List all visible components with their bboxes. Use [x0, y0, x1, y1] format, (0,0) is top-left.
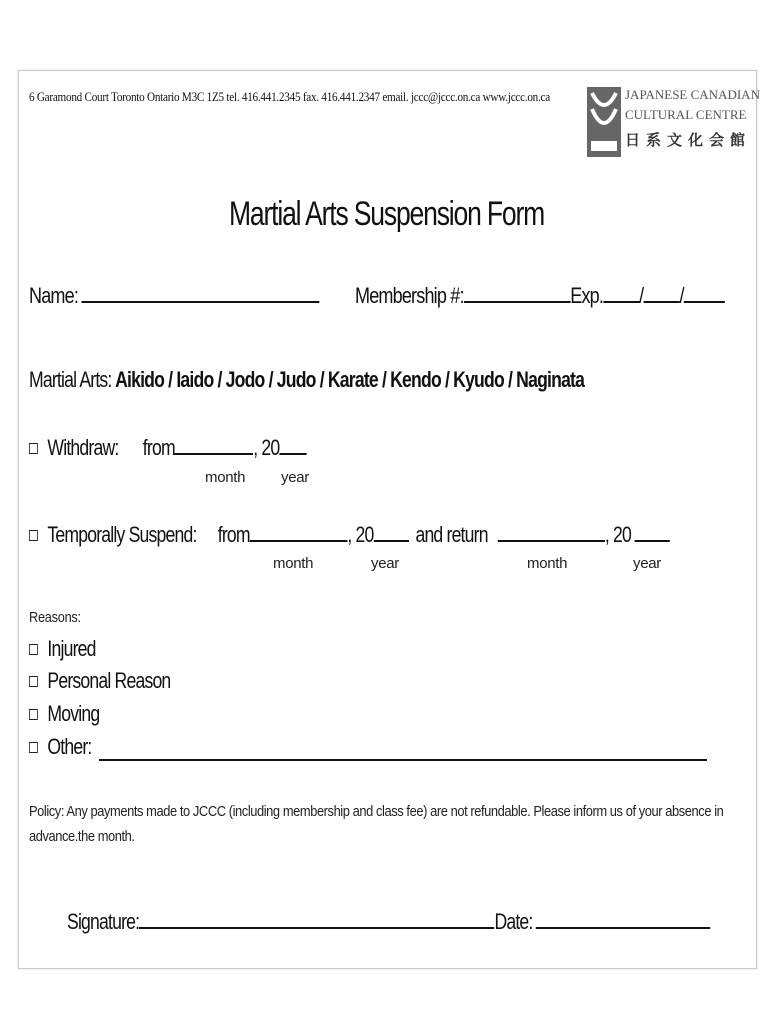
return-year-field[interactable]: [635, 522, 670, 542]
withdraw-year-prefix: , 20: [253, 435, 280, 460]
exp-month-field[interactable]: [603, 283, 639, 303]
reasons-heading: Reasons:: [29, 609, 81, 626]
name-field[interactable]: [82, 283, 320, 303]
name-row: [29, 283, 383, 309]
withdraw-year-caption: year: [281, 469, 309, 486]
jccc-logo: [587, 85, 760, 159]
exp-slash-2: /: [679, 283, 684, 308]
name-label: Name:: [29, 283, 79, 308]
reason-injured-checkbox[interactable]: [29, 644, 38, 655]
membership-label: Membership #:: [355, 283, 464, 308]
date-label: Date:: [494, 909, 533, 934]
suspend-checkbox[interactable]: [29, 530, 38, 541]
signature-label: Signature:: [67, 909, 140, 934]
and-return-label: and return: [415, 522, 488, 547]
suspend-month-caption: month: [273, 555, 314, 572]
withdraw-month-caption: month: [205, 469, 246, 486]
form-title: Martial Arts Suspension Form: [229, 195, 545, 233]
date-field[interactable]: [536, 909, 710, 929]
exp-year-field[interactable]: [684, 283, 725, 303]
reason-other: [29, 734, 107, 760]
suspend-from-month-field[interactable]: [250, 522, 348, 542]
reason-other-checkbox[interactable]: [29, 742, 38, 753]
reason-moving-checkbox[interactable]: [29, 709, 38, 720]
form-page: [18, 70, 760, 969]
withdraw-from-label: from: [142, 435, 175, 460]
reason-personal-checkbox[interactable]: [29, 676, 38, 687]
header-address: 6 Garamond Court Toronto Ontario M3C 1Z5 tel. 416.441.2345 fax. 416.441.2347 email. jccc@jccc.on.ca www.jccc.on.ca: [29, 89, 550, 104]
suspend-row: [29, 522, 770, 548]
reason-personal: [29, 668, 206, 694]
suspend-from-label: from: [217, 522, 250, 547]
signature-field[interactable]: [139, 909, 494, 929]
logo-text-line2: CULTURAL CENTRE: [625, 107, 747, 122]
return-month-field[interactable]: [498, 522, 605, 542]
withdraw-year-field[interactable]: [279, 435, 306, 455]
reason-injured: [29, 636, 112, 662]
suspend-from-year-field[interactable]: [373, 522, 408, 542]
martial-arts-row: [29, 367, 723, 393]
suspend-label: Temporally Suspend:: [47, 522, 197, 547]
martial-arts-options: Aikido / Iaido / Jodo / Judo / Karate / Kendo / Kyudo / Naginata: [115, 367, 585, 392]
withdraw-month-field[interactable]: [175, 435, 253, 455]
return-month-caption: month: [527, 555, 568, 572]
jccc-logo-mark: [587, 87, 621, 157]
reason-moving-label: Moving: [47, 701, 100, 726]
return-year-prefix: , 20: [604, 522, 632, 547]
withdraw-checkbox[interactable]: [29, 443, 38, 454]
exp-label: Exp.: [570, 283, 604, 308]
logo-text-line1: JAPANESE CANADIAN: [625, 87, 760, 102]
return-year-caption: year: [633, 555, 661, 572]
membership-number-field[interactable]: [464, 283, 571, 303]
reason-moving: [29, 701, 117, 727]
martial-arts-label: Martial Arts:: [29, 367, 112, 392]
exp-day-field[interactable]: [643, 283, 679, 303]
withdraw-row: [29, 435, 376, 461]
signature-row: [67, 909, 770, 935]
suspend-year-prefix: , 20: [347, 522, 374, 547]
reason-injured-label: Injured: [47, 636, 96, 661]
reason-other-label: Other:: [47, 734, 92, 759]
exp-slash-1: /: [639, 283, 644, 308]
logo-text-japanese: 日系文化会館: [625, 131, 752, 149]
policy-text: Policy: Any payments made to JCCC (including membership and class fee) are not refundable. Please inform us of your absence in advance.the month.: [29, 803, 724, 845]
suspend-year-caption: year: [371, 555, 399, 572]
membership-row: [355, 283, 770, 309]
withdraw-label: Withdraw:: [47, 435, 119, 460]
reason-personal-label: Personal Reason: [47, 668, 171, 693]
reason-other-field[interactable]: [99, 741, 707, 761]
